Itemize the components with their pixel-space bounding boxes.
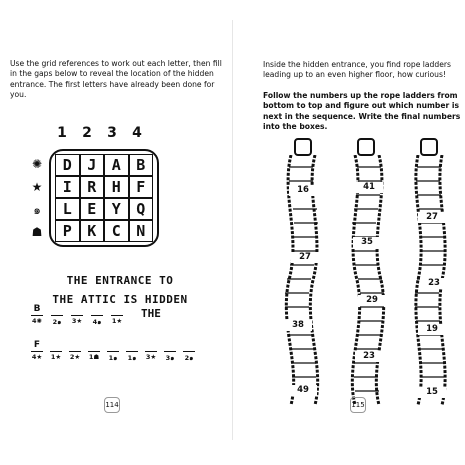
answer-slot[interactable] <box>49 340 63 366</box>
grid-code: 1๑ <box>108 354 118 362</box>
answer-slot[interactable] <box>68 340 82 366</box>
blank-line <box>111 315 123 316</box>
answer-box[interactable] <box>294 138 312 156</box>
right-page <box>233 0 465 465</box>
column-numbers <box>48 125 158 143</box>
left-page <box>0 0 232 465</box>
answer-slot[interactable] <box>30 340 44 366</box>
right-intro: Inside the hidden entrance, you find rope ladders leading up to an even higher floor, how curious! <box>263 60 451 80</box>
column-number: 2 <box>82 125 92 141</box>
grid-code: 2๑ <box>184 354 194 362</box>
ghost-icon: ☗ <box>31 225 43 239</box>
grid-cell: A <box>104 154 129 176</box>
answer-slot[interactable] <box>163 340 177 366</box>
headline-line: THE ENTRANCE TO <box>66 274 174 287</box>
answer-slot[interactable] <box>125 340 139 366</box>
grid-code: 1☗ <box>88 353 100 361</box>
grid-code: 3๑ <box>165 354 175 362</box>
grid-cell: I <box>55 176 80 198</box>
ladder-number: 29 <box>358 295 386 306</box>
swirl-icon: ✺ <box>31 157 43 171</box>
grid-code: 4✺ <box>32 317 42 325</box>
grid-cell: R <box>80 176 105 198</box>
star-icon: ★ <box>31 180 43 194</box>
letter-grid-frame <box>49 149 159 247</box>
grid-cell: F <box>129 176 154 198</box>
grid-cell: J <box>80 154 105 176</box>
blank-line <box>71 315 83 316</box>
ladder-number: 41 <box>355 182 383 193</box>
blank-line <box>145 351 157 352</box>
ladder-number: 35 <box>353 237 381 248</box>
ladder-number: 23 <box>420 278 448 289</box>
answer-line-1 <box>30 304 142 330</box>
answer-slot[interactable] <box>30 304 44 330</box>
answer-slot[interactable] <box>90 304 104 330</box>
answer-box[interactable] <box>357 138 375 156</box>
row-symbols <box>28 149 46 249</box>
ladder-number: 27 <box>418 212 446 223</box>
answer-slot[interactable] <box>106 340 120 366</box>
letter-grid-puzzle <box>28 125 168 250</box>
letter-grid <box>55 154 153 242</box>
ladder-number: 49 <box>289 385 317 396</box>
blank-line <box>107 351 119 352</box>
blank-line <box>51 315 63 316</box>
blank-line <box>183 351 195 352</box>
rope-ladder <box>279 155 327 405</box>
page-number: 114 <box>104 397 120 413</box>
grid-cell: L <box>55 198 80 220</box>
blank-line <box>91 315 103 316</box>
grid-cell: B <box>129 154 154 176</box>
column-number: 1 <box>57 125 67 141</box>
rope-ladder <box>343 155 391 405</box>
grid-code: 1๑ <box>127 354 137 362</box>
grid-code: 1★ <box>50 353 62 361</box>
ladder-number: 15 <box>418 387 446 398</box>
grid-cell: N <box>129 220 154 242</box>
blank-line <box>88 351 100 352</box>
answer-slot[interactable] <box>87 340 101 366</box>
answer-slot[interactable] <box>50 304 64 330</box>
column-number: 4 <box>132 125 142 141</box>
answer-slot[interactable] <box>70 304 84 330</box>
grid-cell: H <box>104 176 129 198</box>
blank-line <box>31 351 43 352</box>
ladder-number: 38 <box>284 320 312 331</box>
headline-line: THE ATTIC IS HIDDEN <box>52 293 188 306</box>
blank-line <box>50 351 62 352</box>
grid-code: 2★ <box>69 353 81 361</box>
grid-cell: D <box>55 154 80 176</box>
ladder-number: 16 <box>289 185 317 196</box>
filled-letter: F <box>33 340 41 350</box>
page-number: 115 <box>350 397 366 413</box>
grid-code: 3★ <box>145 353 157 361</box>
ladder-number: 23 <box>355 351 383 362</box>
answer-suffix: THE <box>141 307 161 320</box>
ladder-number: 27 <box>291 252 319 263</box>
ladder-number: 19 <box>418 324 446 335</box>
grid-cell: E <box>80 198 105 220</box>
spiral-icon: ๑ <box>33 203 41 217</box>
blank-line <box>126 351 138 352</box>
right-instructions: Follow the numbers up the rope ladders from bottom to top and figure out which number is next in the sequence. Write the final numbers into the boxes. <box>263 91 461 132</box>
grid-code: 4★ <box>31 353 43 361</box>
grid-code: 2๑ <box>52 318 62 326</box>
grid-cell: K <box>80 220 105 242</box>
blank-line <box>164 351 176 352</box>
rope-ladder <box>406 155 454 405</box>
grid-code: 1★ <box>111 317 123 325</box>
blank-line <box>69 351 81 352</box>
answer-slot[interactable] <box>182 340 196 366</box>
grid-cell: C <box>104 220 129 242</box>
answer-slot[interactable] <box>144 340 158 366</box>
grid-code: 3★ <box>71 317 83 325</box>
grid-cell: Y <box>104 198 129 220</box>
left-instructions: Use the grid references to work out each letter, then fill in the gaps below to reveal the location of the hidden entrance. The first letters have already been done for you. <box>10 59 222 100</box>
blank-line <box>31 315 43 316</box>
grid-cell: P <box>55 220 80 242</box>
filled-letter: B <box>33 304 41 314</box>
answer-line-2 <box>30 340 210 366</box>
answer-box[interactable] <box>420 138 438 156</box>
grid-cell: Q <box>129 198 154 220</box>
answer-slot[interactable] <box>110 304 124 330</box>
column-number: 3 <box>107 125 117 141</box>
grid-code: 4๑ <box>92 318 102 326</box>
